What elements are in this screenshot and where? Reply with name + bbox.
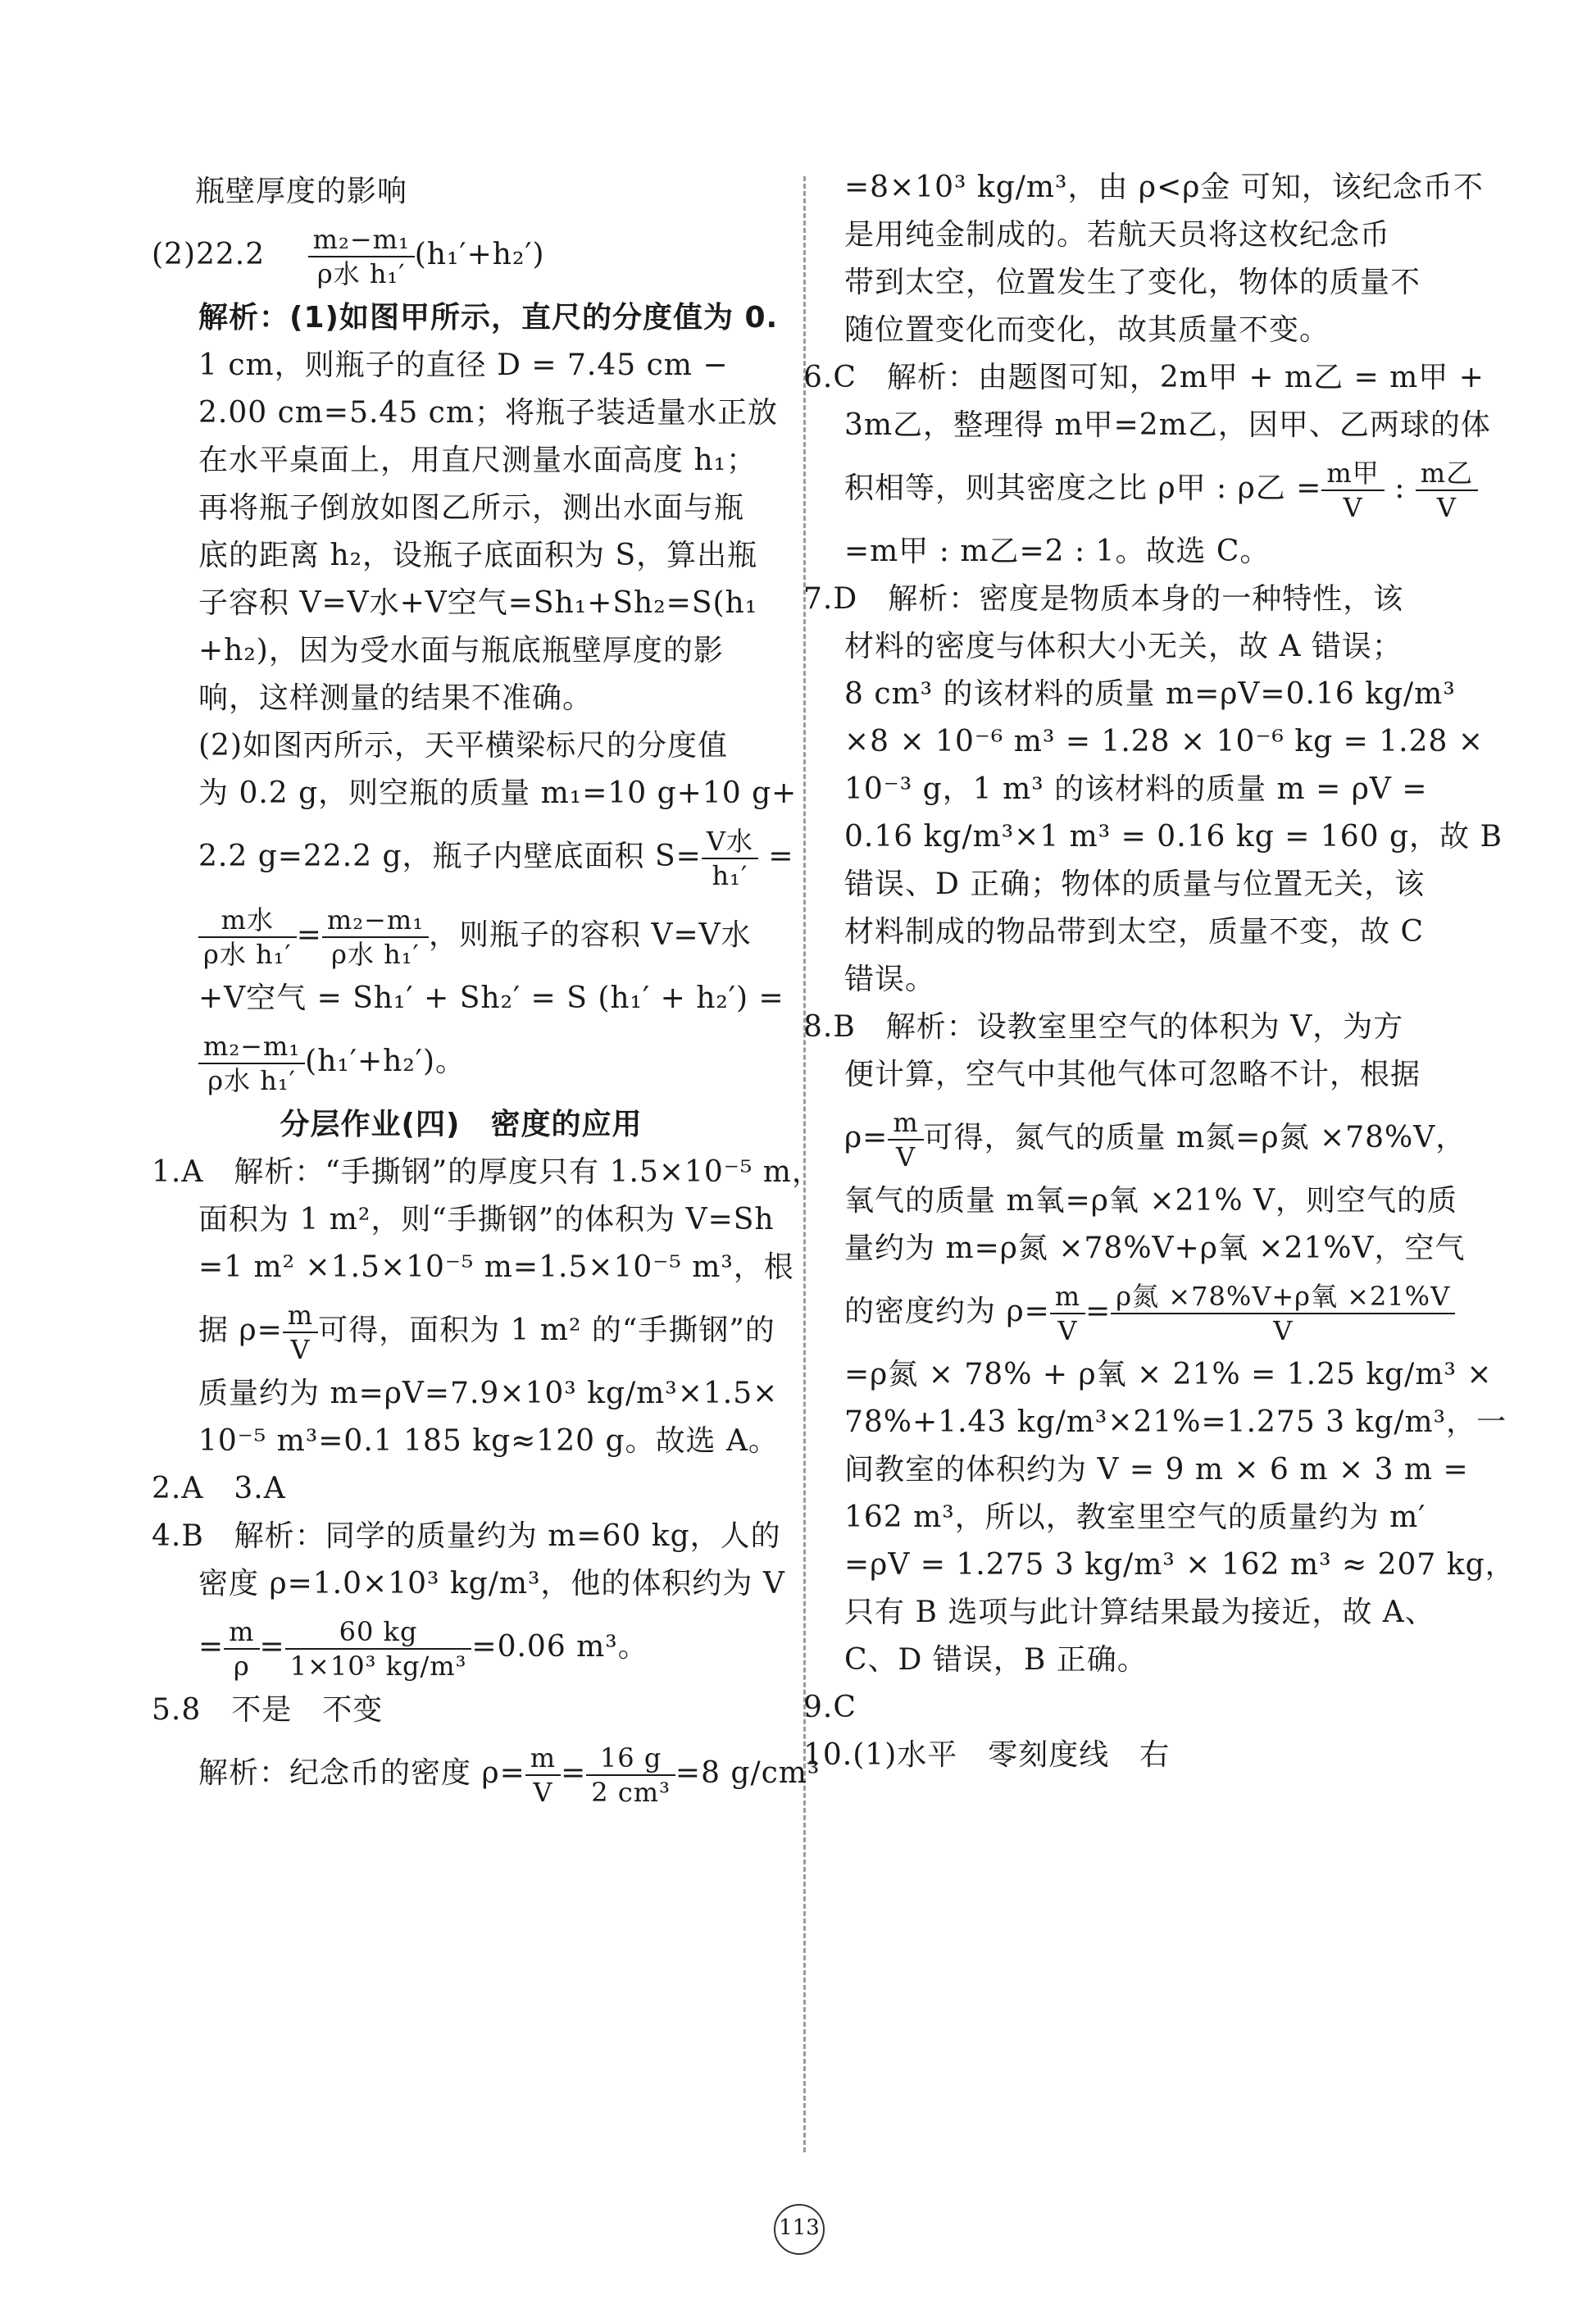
frac-den: V [1273,1315,1294,1346]
text-line: 9.C [803,1691,857,1724]
text-line: 瓶壁厚度的影响 [195,175,408,208]
fraction [525,1742,561,1809]
text-line: 只有 B 选项与此计算结果最为接近，故 A、 [844,1596,1435,1629]
frac-den: h₁′ [712,860,748,891]
frac-den: ρ [233,1651,250,1682]
text-line [152,294,779,342]
frac-num: m甲 [1321,457,1384,491]
text-line: 材料的密度与体积大小无关，故 A 错误； [844,630,1403,663]
text-line: 底的距离 h₂，设瓶子底面积为 S，算出瓶 [198,539,758,572]
text-line: =1 m² ×1.5×10⁻⁵ m=1.5×10⁻⁵ m³，根 [198,1250,794,1284]
frac-den: ρ水 h₁′ [203,939,292,970]
frac-den: ρ水 h₁′ [207,1065,296,1096]
frac-num: V水 [702,825,758,859]
formula-line: 的密度约为 ρ= $\frac{m}{V}$ = $\frac{\text{ρ氮 ×78\%V+ρ氧 ×21\%V}}{V}$ [844,1273,1451,1351]
frac-den: V [895,1141,916,1172]
text-line: +h₂)，因为受水面与瓶底瓶壁厚度的影 [198,634,724,667]
frac-num: m [525,1742,561,1776]
right-column [803,164,1516,1779]
text-line: 2.A 3.A [152,1472,286,1505]
formula-line: 解析：纪念币的密度 ρ= $\frac{m}{V}$ = $\frac{16 g}{\text{2 cm³}}$ =8 g/cm³ [198,1742,821,1808]
text-line: 4.B 解析：同学的质量约为 m=60 kg，人的 [152,1519,781,1553]
text-line: 2.00 cm=5.45 cm；将瓶子装适量水正放 [198,396,778,430]
text-line: 1.A 解析：“手撕钢”的厚度只有 1.5×10⁻⁵ m， [152,1155,822,1189]
fraction [1416,457,1478,524]
analysis-label: 解析：(1)如图甲所示，直尺的分度值为 0. [198,301,779,335]
frac-num: m [283,1299,318,1333]
frac-den: ρ水 h₁′ [331,939,420,970]
answer-line [152,216,771,294]
fraction [198,904,297,971]
text-line: 78%+1.43 kg/m³×21%=1.275 3 kg/m³，一 [844,1405,1507,1439]
text-line: 氧气的质量 m氧=ρ氧 ×21% V，则空气的质 [844,1184,1457,1218]
text: =0.06 m³。 [471,1630,648,1664]
text-line: 面积为 1 m²，则“手撕钢”的体积为 V=Sh [198,1203,775,1236]
frac-num: ρ氮 ×78%V+ρ氧 ×21%V [1111,1280,1455,1314]
text-line: 8 cm³ 的该材料的质量 m=ρV=0.16 kg/m³ [844,677,1456,711]
formula-line [152,1291,775,1370]
text-line: 带到太空，位置发生了变化，物体的质量不 [844,266,1421,299]
text-line: ×8 × 10⁻⁶ m³ = 1.28 × 10⁻⁶ kg = 1.28 × [844,725,1484,758]
left-column [152,168,822,1813]
frac-num: 16 g [586,1742,675,1776]
fraction [1050,1280,1085,1347]
text-line: 7.D 解析：密度是物质本身的一种特性，该 [803,582,1404,616]
formula-line: $\frac{\text{m水}}{\text{ρ水 h₁′}}$ = $\frac{\text{m₂−m₁}}{\text{ρ水 h₁′}}$ ，则瓶子的容积 V=V水 [152,896,771,975]
text: (h₁′+h₂′)。 [305,1045,466,1078]
text-line: 密度 ρ=1.0×10³ kg/m³，他的体积约为 V [198,1567,785,1601]
frac-den: V [1343,492,1363,523]
text-line: =8×10³ kg/m³，由 ρ<ρ金 可知，该纪念币不 [844,171,1484,204]
fraction [198,1030,305,1097]
frac-den: 1×10³ kg/m³ [289,1651,467,1682]
text: (h₁′+h₂′) [414,238,545,271]
text-line: 便计算，空气中其他气体可忽略不计，根据 [844,1058,1421,1091]
text-line: =ρ氮 × 78% + ρ氧 × 21% = 1.25 kg/m³ × [844,1358,1493,1391]
frac-num: m [888,1106,923,1141]
text-line: 为 0.2 g，则空瓶的质量 m₁=10 g+10 g+ [198,776,798,810]
text-line: 量约为 m=ρ氮 ×78%V+ρ氧 ×21%V，空气 [844,1232,1466,1265]
text: 可得，氮气的质量 m氮=ρ氮 ×78%V， [923,1121,1466,1154]
text-line: 子容积 V=V水+V空气=Sh₁+Sh₂=S(h₁ [198,586,758,620]
frac-num: 60 kg [285,1615,472,1650]
formula-line: 2.2 g=22.2 g，瓶子内壁底面积 S= $\frac{\text{V水}}{\text{h₁′}}$ = [198,826,794,891]
frac-den: ρ水 h₁′ [316,258,406,289]
frac-den: V [290,1334,311,1365]
text-line: +V空气 = Sh₁′ + Sh₂′ = S (h₁′ + h₂′) = [198,981,784,1015]
fraction [283,1299,318,1366]
frac-num: m [224,1615,259,1650]
text-line: (2)如图丙所示，天平横梁标尺的分度值 [198,729,728,763]
frac-den: 2 cm³ [591,1777,671,1808]
text-line: C、D 错误，B 正确。 [844,1643,1148,1677]
fraction [702,825,758,892]
text-line: 162 m³，所以，教室里空气的质量约为 m′ [844,1500,1426,1534]
frac-num: m水 [198,904,297,938]
text: 积相等，则其密度之比 ρ甲 : ρ乙 = [844,471,1322,505]
text: =8 g/cm³ [675,1756,821,1790]
text-line: 再将瓶子倒放如图乙所示，测出水面与瓶 [198,491,745,525]
text-line: 6.C 解析：由题图可知，2m甲 + m乙 = m甲 + [803,361,1485,394]
text-line: 响，这样测量的结果不准确。 [198,681,593,715]
text: ρ= [844,1121,889,1154]
fraction [1321,457,1384,524]
fraction [224,1615,259,1682]
frac-num: m [1050,1280,1085,1314]
text-line: 1 cm，则瓶子的直径 D = 7.45 cm − [198,348,729,382]
text-line: 间教室的体积约为 V = 9 m × 6 m × 3 m = [844,1453,1469,1487]
frac-den: V [1436,492,1457,523]
formula-line: 积相等，则其密度之比 ρ甲 : ρ乙 = $\frac{\text{m甲}}{V}$ : $\frac{\text{m乙}}{V}$ [844,449,1451,528]
fraction [586,1742,675,1809]
frac-num: m₂−m₁ [198,1030,305,1064]
frac-num: m乙 [1416,457,1478,491]
frac-num: m₂−m₁ [308,223,415,257]
text: 据 ρ= [198,1314,283,1347]
text-line: 10⁻³ g，1 m³ 的该材料的质量 m = ρV = [844,772,1428,806]
fraction [1111,1280,1455,1347]
text-line: 随位置变化而变化，故其质量不变。 [844,313,1330,347]
fraction [308,223,415,290]
fraction [322,904,429,971]
fraction [888,1106,923,1173]
text-line: 质量约为 m=ρV=7.9×10³ kg/m³×1.5× [198,1377,779,1410]
text-line: 在水平桌面上，用直尺测量水面高度 h₁； [198,444,757,477]
text-line: 错误、D 正确；物体的质量与位置无关，该 [844,867,1425,901]
text-line: 10.(1)水平 零刻度线 右 [803,1738,1171,1772]
formula-line [152,1022,771,1101]
frac-den: V [533,1777,553,1808]
formula-line [844,1099,1466,1177]
page-number: 113 [774,2204,825,2255]
formula-line: = $\frac{m}{\rho}$ = $\frac{60 kg}{\text{1×10³ kg/m³}}$ =0.06 m³。 [198,1616,648,1682]
section-title: 分层作业(四) 密度的应用 [280,1108,643,1141]
text-line: =ρV = 1.275 3 kg/m³ × 162 m³ ≈ 207 kg， [844,1548,1516,1582]
text-line: 10⁻⁵ m³=0.1 185 kg≈120 g。故选 A。 [198,1424,779,1458]
text-line: 3m乙，整理得 m甲=2m乙，因甲、乙两球的体 [844,408,1491,442]
text-line: 8.B 解析：设教室里空气的体积为 V，为方 [803,1010,1404,1044]
text: 的密度约为 ρ= [844,1295,1050,1328]
frac-den: V [1057,1315,1078,1346]
text: 解析：纪念币的密度 ρ= [198,1756,525,1790]
frac-num: m₂−m₁ [322,904,429,938]
text-line: =m甲 : m乙=2 : 1。故选 C。 [844,535,1271,568]
text-line: 5.8 不是 不变 [152,1693,384,1727]
text: ，则瓶子的容积 V=V水 [429,918,752,952]
text-line: 错误。 [844,963,936,996]
text: (2)22.2 [152,238,266,271]
text-line: 是用纯金制成的。若航天员将这枚纪念币 [844,218,1391,252]
text-line: 0.16 kg/m³×1 m³ = 0.16 kg = 160 g，故 B [844,820,1503,854]
text: 2.2 g=22.2 g，瓶子内壁底面积 S= [198,840,702,873]
fraction [285,1615,472,1682]
text-line: 材料制成的物品带到太空，质量不变，故 C [844,915,1424,949]
text: 可得，面积为 1 m² 的“手撕钢”的 [318,1314,775,1347]
